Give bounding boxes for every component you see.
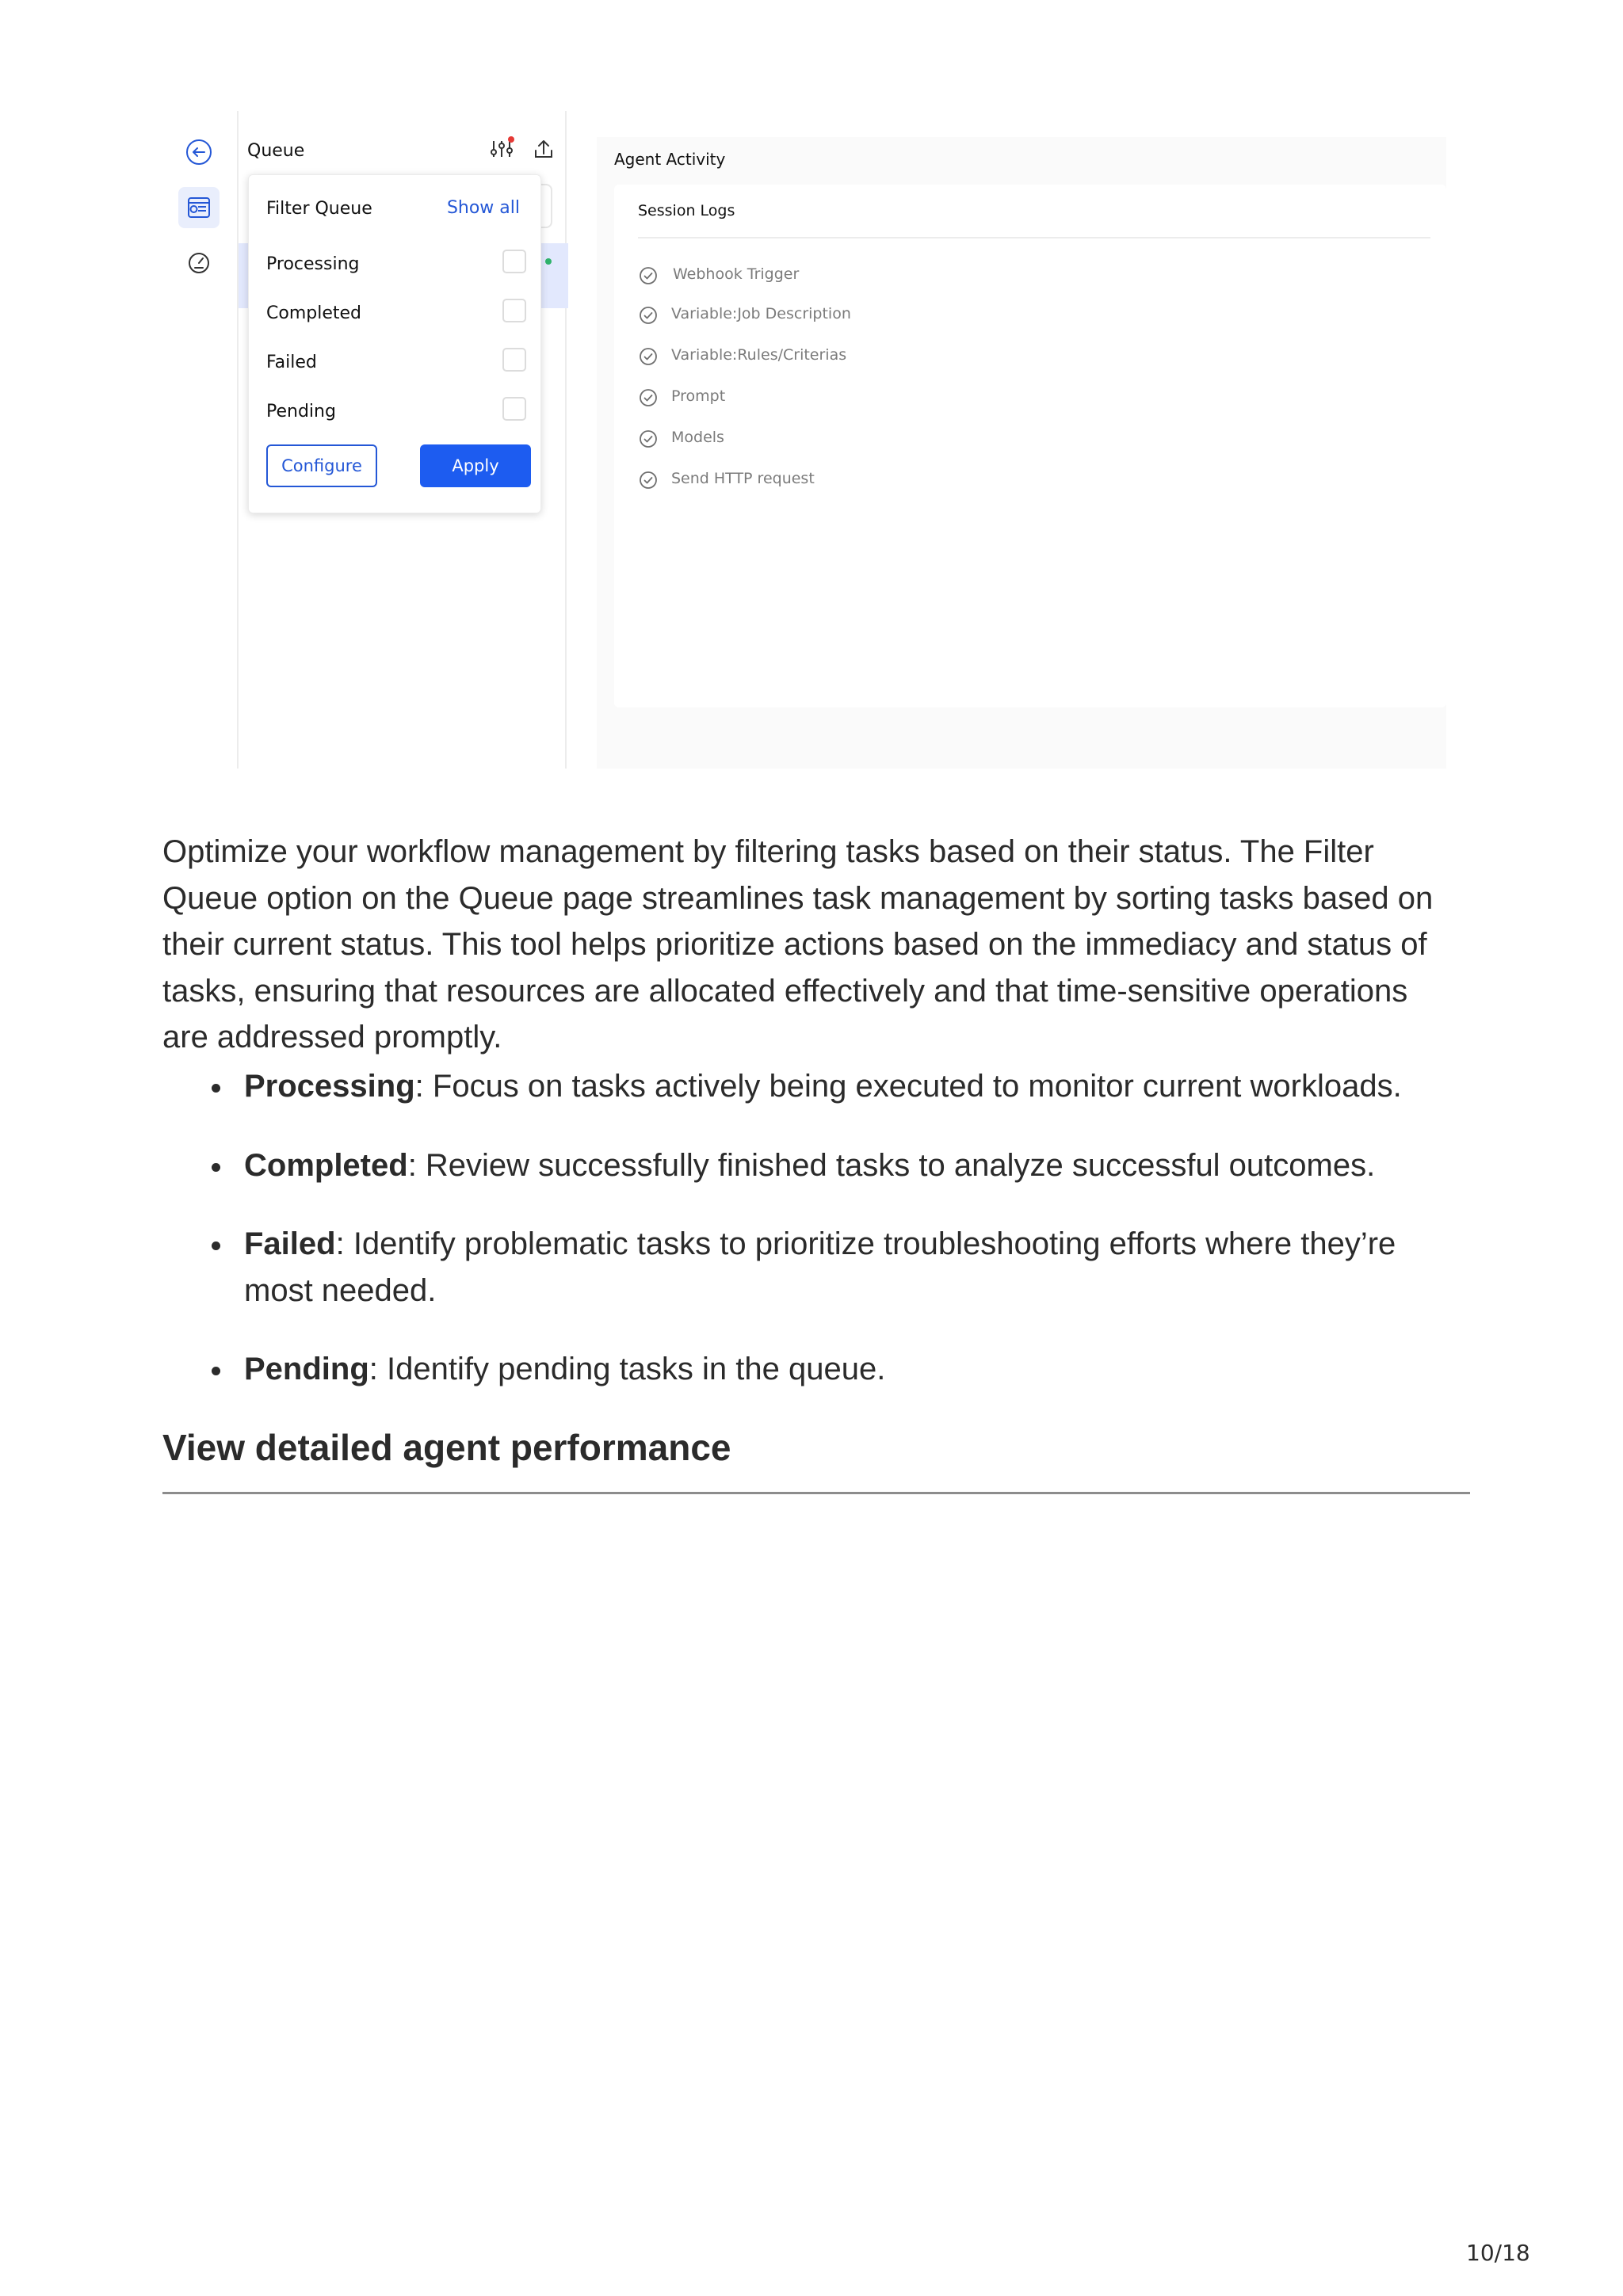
status-dot	[545, 258, 552, 265]
rail-divider	[237, 111, 239, 769]
bullet-pending	[162, 1346, 1462, 1393]
bullet-text: : Focus on tasks actively being executed to monitor current workloads.	[414, 1069, 1402, 1104]
agent-activity-panel	[597, 137, 1446, 769]
filter-queue-popover	[248, 174, 541, 513]
log-label: Send HTTP request	[671, 470, 815, 487]
filter-sliders-icon[interactable]	[487, 135, 516, 163]
section-heading: View detailed agent performance	[162, 1427, 731, 1468]
bullet-text: : Review successfully finished tasks to analyze successful outcomes.	[407, 1148, 1376, 1183]
divider	[638, 237, 1430, 238]
status-bullet-list	[162, 1063, 1462, 1393]
heading-divider	[162, 1492, 1470, 1494]
processing-checkbox[interactable]	[502, 250, 526, 273]
configure-button[interactable]: Configure	[266, 444, 377, 487]
dashboard-gauge-icon[interactable]	[185, 249, 213, 277]
queue-nav-icon[interactable]	[178, 187, 220, 228]
bullet-text: : Identify problematic tasks to prioritize troubleshooting efforts where they’re most needed.	[244, 1226, 1396, 1308]
check-circle-icon	[638, 470, 659, 490]
filter-option-completed[interactable]	[266, 299, 526, 327]
queue-title: Queue	[247, 141, 305, 161]
bullet-term: Completed	[244, 1148, 408, 1183]
bullet-term: Pending	[244, 1352, 369, 1386]
filter-option-label: Processing	[266, 254, 360, 274]
log-label: Variable:Rules/Criterias	[671, 346, 847, 364]
filter-option-processing[interactable]	[266, 250, 526, 278]
filter-queue-title: Filter Queue	[266, 199, 372, 219]
check-circle-icon	[638, 387, 659, 408]
filter-option-failed[interactable]	[266, 348, 526, 376]
log-label: Prompt	[671, 387, 726, 405]
bullet-processing	[162, 1063, 1462, 1110]
check-circle-icon	[638, 265, 659, 286]
bullet-failed	[162, 1221, 1462, 1314]
check-circle-icon	[638, 346, 659, 367]
pending-checkbox[interactable]	[502, 397, 526, 421]
completed-checkbox[interactable]	[502, 299, 526, 322]
bullet-term: Processing	[244, 1069, 415, 1104]
filter-option-label: Completed	[266, 303, 361, 323]
check-circle-icon	[638, 305, 659, 326]
apply-button[interactable]: Apply	[420, 444, 531, 487]
bullet-term: Failed	[244, 1226, 336, 1261]
bullet-text: : Identify pending tasks in the queue.	[369, 1352, 886, 1386]
session-logs-card	[614, 185, 1446, 707]
page-number: 10/18	[1466, 2240, 1530, 2266]
filter-option-label: Failed	[266, 353, 317, 372]
show-all-link[interactable]: Show all	[446, 198, 520, 218]
log-label: Variable:Job Description	[671, 305, 851, 322]
intro-paragraph: Optimize your workflow management by filtering tasks based on their status. The Filter Queue option on the Queue page streamlines task management by sorting tasks based on their current status. This tool helps prioritize actions based on the immediacy and status of tasks, ensuring that resources are allocated effectively and that time-sensitive operations are addressed promptly.	[162, 834, 1434, 1055]
log-label: Models	[671, 429, 724, 446]
check-circle-icon	[638, 429, 659, 449]
back-arrow-icon[interactable]	[185, 138, 213, 166]
log-label: Webhook Trigger	[673, 265, 800, 283]
agent-activity-title: Agent Activity	[614, 150, 726, 169]
failed-checkbox[interactable]	[502, 348, 526, 372]
filter-option-pending[interactable]	[266, 397, 526, 425]
session-logs-title: Session Logs	[638, 202, 735, 219]
queue-screenshot	[162, 111, 1446, 769]
filter-option-label: Pending	[266, 402, 336, 421]
export-upload-icon[interactable]	[529, 135, 558, 163]
bullet-completed	[162, 1142, 1462, 1189]
queue-divider	[565, 111, 567, 769]
